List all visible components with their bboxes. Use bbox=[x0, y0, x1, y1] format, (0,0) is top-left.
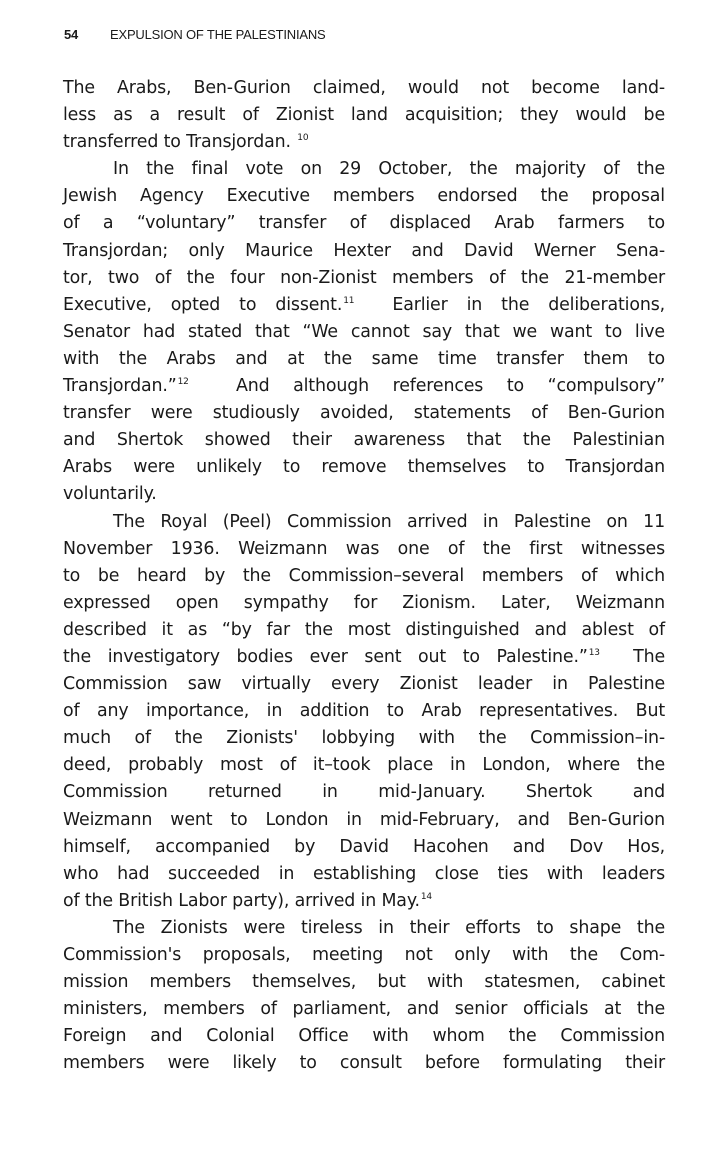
text-line bbox=[63, 671, 665, 698]
text-line bbox=[63, 644, 665, 671]
line-text: Executive, opted to dissent. bbox=[63, 294, 343, 315]
text-line bbox=[63, 509, 665, 536]
footnote-marker: 11 bbox=[343, 295, 355, 306]
line-text: Commission returned in mid-January. Shertok and bbox=[63, 782, 665, 803]
line-text: less as a result of Zionist land acquisition; they would be bbox=[63, 105, 665, 126]
line-text: Jewish Agency Executive members endorsed the proposal bbox=[63, 186, 665, 207]
paragraph bbox=[63, 915, 665, 1078]
text-line bbox=[63, 752, 665, 779]
line-text: transferred to Transjordan. bbox=[63, 132, 297, 153]
line-text: and Shertok showed their awareness that the Palestinian bbox=[63, 430, 665, 451]
text-line bbox=[63, 563, 665, 590]
text-line bbox=[63, 942, 665, 969]
footnote-marker: 14 bbox=[420, 891, 433, 902]
line-text: ministers, members of parliament, and senior officials at the bbox=[63, 999, 665, 1020]
text-line bbox=[63, 807, 665, 834]
line-text: tor, two of the four non-Zionist members of the 21-member bbox=[63, 267, 665, 288]
text-line bbox=[63, 861, 665, 888]
line-text: The Arabs, Ben-Gurion claimed, would not become land- bbox=[63, 78, 665, 98]
line-text: of a “voluntary” transfer of displaced Arab farmers to bbox=[63, 213, 665, 234]
text-line bbox=[63, 102, 665, 129]
line-text: November 1936. Weizmann was one of the first witnesses bbox=[63, 538, 665, 559]
text-line bbox=[63, 888, 665, 915]
line-text: expressed open sympathy for Zionism. Later, Weizmann bbox=[63, 592, 665, 613]
line-text: Weizmann went to London in mid-February, and Ben-Gurion bbox=[63, 809, 665, 830]
line-text: the investigatory bodies ever sent out to Palestine.” bbox=[63, 646, 588, 667]
text-line bbox=[63, 427, 665, 454]
running-title: EXPULSION OF THE PALESTINIANS bbox=[110, 27, 326, 42]
line-text: Transjordan; only Maurice Hexter and David Werner Sena- bbox=[63, 240, 665, 261]
line-text: Commission saw virtually every Zionist leader in Palestine bbox=[63, 674, 665, 695]
line-text: voluntarily. bbox=[63, 484, 157, 505]
text-line bbox=[63, 319, 665, 346]
line-text: himself, accompanied by David Hacohen and Dov Hos, bbox=[63, 836, 665, 857]
line-text: Commission's proposals, meeting not only with the Com- bbox=[63, 945, 665, 965]
line-text: mission members themselves, but with statesmen, cabinet bbox=[63, 972, 665, 993]
line-text: deed, probably most of it–took place in London, where the bbox=[63, 755, 665, 776]
paragraph bbox=[63, 75, 665, 156]
text-line bbox=[63, 292, 665, 319]
text-line bbox=[63, 238, 665, 265]
line-text: who had succeeded in establishing close ties with leaders bbox=[63, 863, 665, 884]
line-text-continued: The bbox=[599, 646, 665, 667]
page-number: 54 bbox=[64, 27, 79, 42]
text-line bbox=[63, 454, 665, 481]
text-line bbox=[63, 915, 665, 942]
line-text: Senator had stated that “We cannot say that we want to live bbox=[63, 321, 665, 342]
line-text: of any importance, in addition to Arab representatives. But bbox=[63, 701, 665, 722]
line-text: Arabs were unlikely to remove themselves to Transjordan bbox=[63, 457, 665, 478]
text-line bbox=[63, 698, 665, 725]
line-text-continued: Earlier in the deliberations, bbox=[354, 294, 665, 315]
line-text: described it as “by far the most distinguished and ablest of bbox=[63, 619, 665, 640]
text-line bbox=[63, 725, 665, 752]
footnote-marker: 10 bbox=[297, 133, 309, 144]
text-line bbox=[63, 969, 665, 996]
line-text: with the Arabs and at the same time transfer them to bbox=[63, 348, 665, 369]
line-text: The Royal (Peel) Commission arrived in Palestine on 11 bbox=[113, 511, 665, 532]
footnote-marker: 13 bbox=[588, 647, 600, 658]
text-line bbox=[63, 590, 665, 617]
text-line bbox=[63, 834, 665, 861]
text-line bbox=[63, 1023, 665, 1050]
footnote-marker: 12 bbox=[177, 377, 189, 388]
text-line bbox=[63, 346, 665, 373]
body-text bbox=[63, 75, 665, 1077]
line-text: transfer were studiously avoided, statements of Ben-Gurion bbox=[63, 403, 665, 424]
text-line bbox=[63, 617, 665, 644]
line-text-continued: And although references to “compulsory” bbox=[188, 376, 665, 397]
text-line bbox=[63, 210, 665, 237]
text-line bbox=[63, 481, 665, 508]
text-line bbox=[63, 129, 665, 156]
line-text: In the final vote on 29 October, the majority of the bbox=[113, 159, 665, 180]
line-text: of the British Labor party), arrived in May. bbox=[63, 890, 420, 911]
text-line bbox=[63, 536, 665, 563]
line-text: members were likely to consult before formulating their bbox=[63, 1053, 665, 1074]
paragraph bbox=[63, 156, 665, 508]
text-line bbox=[63, 265, 665, 292]
text-line bbox=[63, 779, 665, 806]
text-line bbox=[63, 183, 665, 210]
line-text: Foreign and Colonial Office with whom the Commission bbox=[63, 1026, 665, 1047]
paragraph bbox=[63, 509, 665, 915]
text-line bbox=[63, 156, 665, 183]
text-line bbox=[63, 1050, 665, 1077]
line-text: Transjordan.” bbox=[63, 376, 177, 397]
text-line bbox=[63, 75, 665, 102]
line-text: The Zionists were tireless in their efforts to shape the bbox=[113, 917, 665, 938]
text-line bbox=[63, 996, 665, 1023]
line-text: to be heard by the Commission–several members of which bbox=[63, 565, 665, 586]
text-line bbox=[63, 373, 665, 400]
line-text: much of the Zionists' lobbying with the Commission–in- bbox=[63, 728, 665, 749]
running-head bbox=[64, 27, 326, 42]
text-line bbox=[63, 400, 665, 427]
